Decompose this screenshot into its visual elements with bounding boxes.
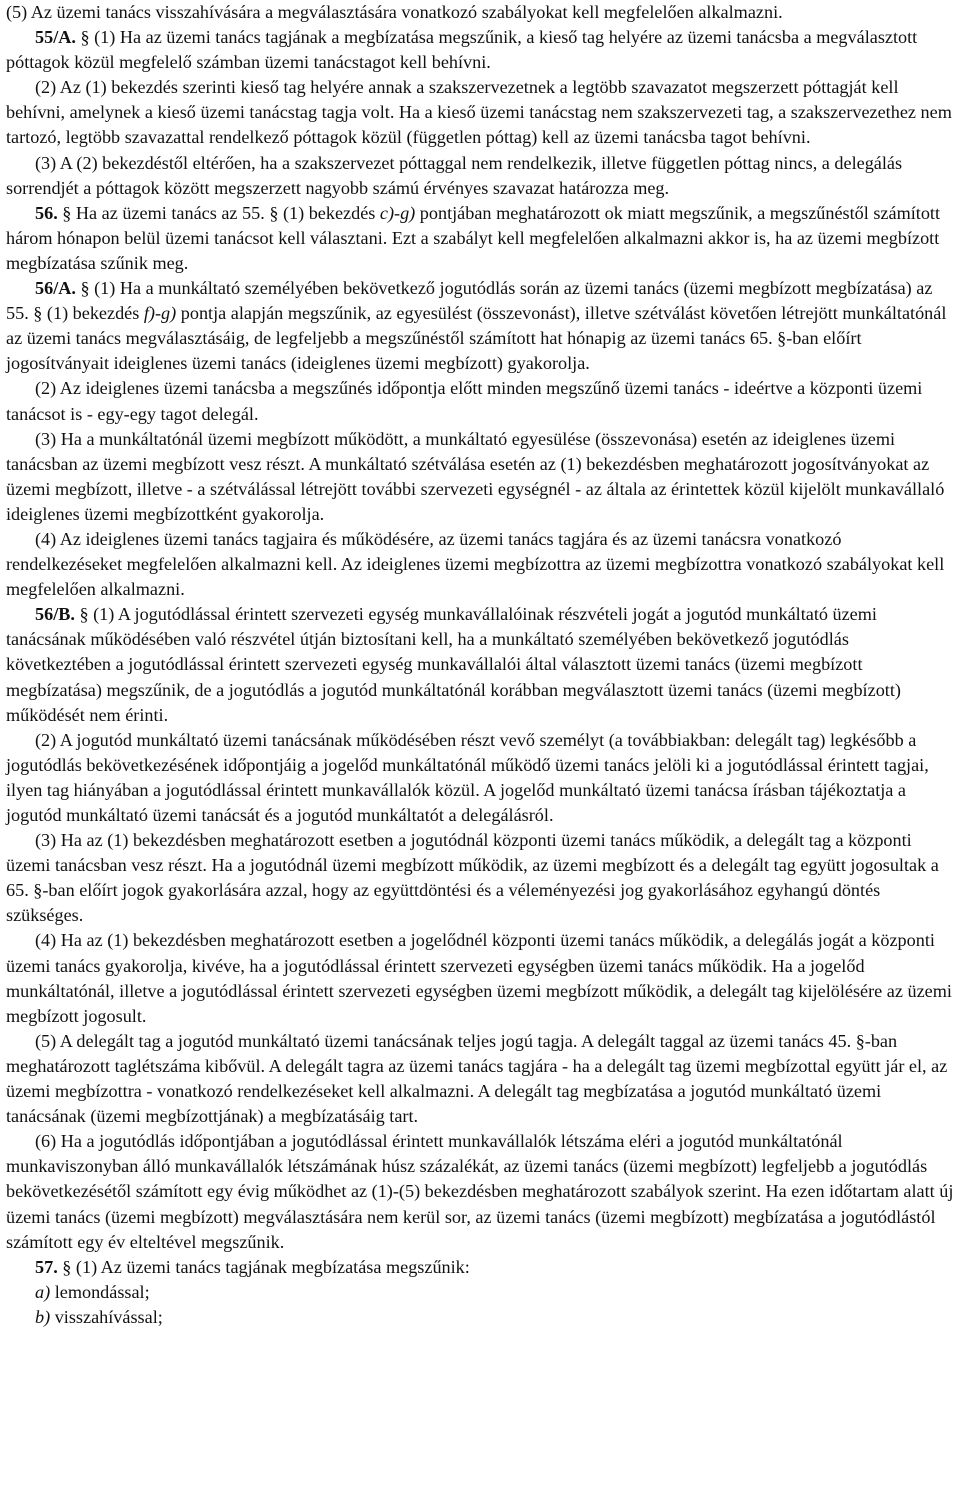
section-56b-paragraph-3: (3) Ha az (1) bekezdésben meghatározott esetben a jogutódnál központi üzemi tanács működik, a delegált tag a központi üzemi tanácsban vesz részt. Ha a jogutódnál üzemi megbízott működik, az üzemi megbízott és a delegált tag együtt jogosultak a 65. §-ban előírt jogok gyakorlására azzal, hogy az együttdöntési és a véleményezési jog gyakorlásához egyhangú döntés szükséges. — [6, 830, 939, 926]
paragraph-text: § Ha az üzemi tanács az 55. § (1) bekezdés — [62, 202, 376, 223]
section-56b-paragraph-6: (6) Ha a jogutódlás időpontjában a jogutódlással érintett munkavállalók létszáma eléri a jogutód munkáltatónál munkaviszonyban álló munkavállalók létszámának húsz százalékát, az üzemi tanács (üzemi megbízott) legfeljebb a jogutódlás bekövetkezésétől számított egy évig működhet az (1)-(5) bekezdésben meghatározott szabályok szerint. Ha ezen időtartam alatt új üzemi tanács (üzemi megbízott) megválasztására nem kerül sor, az üzemi tanács (üzemi megbízott) megbízatása a jogutódlástól számított egy év elteltével megszűnik. — [6, 1131, 954, 1252]
paragraph-text: pontjában meghatározott ok miatt megszűnik, a megszűnéstől számított három hónapon belül üzemi tanácsot kell választani. Ezt a szabályt kell megfelelően alkalmazni akkor is, ha az üzemi megbízott megbízatása szűnik meg. — [6, 202, 941, 273]
list-letter: a) — [35, 1281, 51, 1302]
paragraph-text: pontja alapján megszűnik, az egyesülést (összevonást), illetve szétválást követően létrejött munkáltatónál az üzemi tanács megválasztásáig, de legfeljebb a megszűnéstől számított hat hónapig az üzemi tanács 65. §-ban előírt jogosítványait ideiglenes üzemi tanács (ideiglenes üzemi megbízott) gyakorolja. — [6, 303, 947, 374]
section-56a-paragraph-2: (2) Az ideiglenes üzemi tanácsba a megszűnés időpontja előtt minden megszűnő üzemi tanács - ideértve a központi üzemi tanácsot is - egy-egy tagot delegál. — [6, 378, 923, 424]
paragraph-55-5: (5) Az üzemi tanács visszahívására a megválasztására vonatkozó szabályokat kell megfelelően alkalmazni. — [6, 2, 783, 22]
list-item — [6, 1305, 954, 1330]
section-56b-paragraph-1 — [6, 602, 954, 727]
section-number: 57. — [35, 1256, 58, 1277]
section-55a-paragraph-2: (2) Az (1) bekezdés szerinti kieső tag helyére annak a szakszervezetnek a legtöbb szavazatot megszerzett póttagját kell behívni, amelynek a kieső üzemi tanácstag tagja volt. Ha a kieső üzemi tanácstag nem szakszervezeti tag, a szakszervezethez nem tartozó, legtöbb szavazattal rendelkező póttagok közül (független póttag) kell az üzemi tanácsba tagot behívni. — [6, 77, 952, 148]
section-55a-paragraph-3: (3) A (2) bekezdéstől eltérően, ha a szakszervezet póttaggal nem rendelkezik, illetve független póttag nincs, a delegálás sorrendjét a póttagok között megszerzett nagyobb számú érvényes szavazat határozza meg. — [6, 152, 903, 198]
section-56b-paragraph-5: (5) A delegált tag a jogutód munkáltató üzemi tanácsának teljes jogú tagja. A delegált taggal az üzemi tanács 45. §-ban meghatározott taglétszáma kibővül. A delegált tagra az üzemi tanács tagjára - ha a delegált tag üzemi megbízottal együtt jár el, az üzemi megbízottra - vonatkozó rendelkezéseket kell alkalmazni. A delegált tag megbízatása a jogutód munkáltató üzemi tanácsának (üzemi megbízottjának) a megbízatásáig tart. — [6, 1030, 948, 1127]
list-item — [6, 1280, 954, 1305]
paragraph-text: § (1) Az üzemi tanács tagjának megbízatása megszűnik: — [62, 1256, 470, 1277]
paragraph-text: § (1) A jogutódlással érintett szervezeti egység munkavállalóinak részvételi jogát a jogutód munkáltató üzemi tanácsának működésében való részvétel útján biztosítani kell, ha a munkáltató személyében bekövetkező jogutódlás következtében a jogutódlással érintett szervezeti egység munkavállalói által választott üzemi tanács (üzemi megbízott megbízatása) megszűnik, de a jogutódlás a jogutód munkáltatónál korábban megválasztott üzemi tanács (üzemi megbízott) működését nem érinti. — [6, 604, 901, 725]
section-55a-paragraph-1 — [6, 25, 954, 75]
section-number: 56. — [35, 202, 58, 223]
section-56b-paragraph-2: (2) A jogutód munkáltató üzemi tanácsának működésében részt vevő személyt (a továbbiakban: delegált tag) legkésőbb a jogutódlás bekövetkezésének időpontjáig a jogelőd munkáltatónál működő üzemi tanács jelöli ki a jogutódlással érintett tagjai, ilyen tag hiányában a jogutódlással érintett munkavállalók közül. A jogelőd munkáltató üzemi tanácsa írásban tájékoztatja a jogutód munkáltató üzemi tanácsát és a jogutód munkáltatót a delegálásról. — [6, 729, 929, 825]
list-text: visszahívással; — [54, 1306, 163, 1327]
section-56a-paragraph-1 — [6, 276, 954, 376]
section-number: 55/A. — [35, 27, 76, 48]
section-number: 56/A. — [35, 278, 76, 299]
paragraph-text: § (1) Ha a munkáltató személyében bekövetkező jogutódlás során az üzemi tanács (üzemi megbízott megbízatása) az 55. § (1) bekezdés — [6, 278, 933, 324]
list-letter: b) — [35, 1306, 51, 1327]
section-57-paragraph-1 — [6, 1255, 954, 1280]
point-range: f)-g) — [143, 303, 177, 324]
section-number: 56/B. — [35, 604, 75, 625]
section-56-paragraph — [6, 201, 954, 276]
list-text: lemondással; — [54, 1281, 150, 1302]
section-56a-paragraph-4: (4) Az ideiglenes üzemi tanács tagjaira és működésére, az üzemi tanács tagjára és az üzemi tanácsra vonatkozó rendelkezéseket megfelelően alkalmazni kell. Az ideiglenes üzemi megbízottra az üzemi megbízottra vonatkozó szabályokat kell megfelelően alkalmazni. — [6, 528, 945, 600]
paragraph-text: § (1) Ha az üzemi tanács tagjának a megbízatása megszűnik, a kieső tag helyére az üzemi tanácsba a megválasztott póttagok közül megfelelő számban üzemi tanácstagot kell behívni. — [6, 27, 918, 73]
section-56a-paragraph-3: (3) Ha a munkáltatónál üzemi megbízott működött, a munkáltató egyesülése (összevonása) esetén az ideiglenes üzemi tanácsban az üzemi megbízott vesz részt. A munkáltató szétválása esetén az (1) bekezdésben meghatározott jogosítványokat az üzemi megbízott, illetve - a szétválással létrejött további szervezeti egységnél - az általa az érintettek közül kijelölt munkavállaló ideiglenes üzemi megbízottként gyakorolja. — [6, 428, 945, 524]
point-range: c)-g) — [379, 202, 416, 223]
section-56b-paragraph-4: (4) Ha az (1) bekezdésben meghatározott esetben a jogelődnél központi üzemi tanács működik, a delegálás jogát a központi üzemi tanács gyakorolja, kivéve, ha a jogutódlással érintett szervezeti egységben üzemi tanács működik. Ha a jogelőd munkáltatónál, illetve a jogutódlással érintett szervezeti egységben üzemi megbízott működik, a delegált tag kijelölésére az üzemi megbízott jogosult. — [6, 930, 952, 1026]
